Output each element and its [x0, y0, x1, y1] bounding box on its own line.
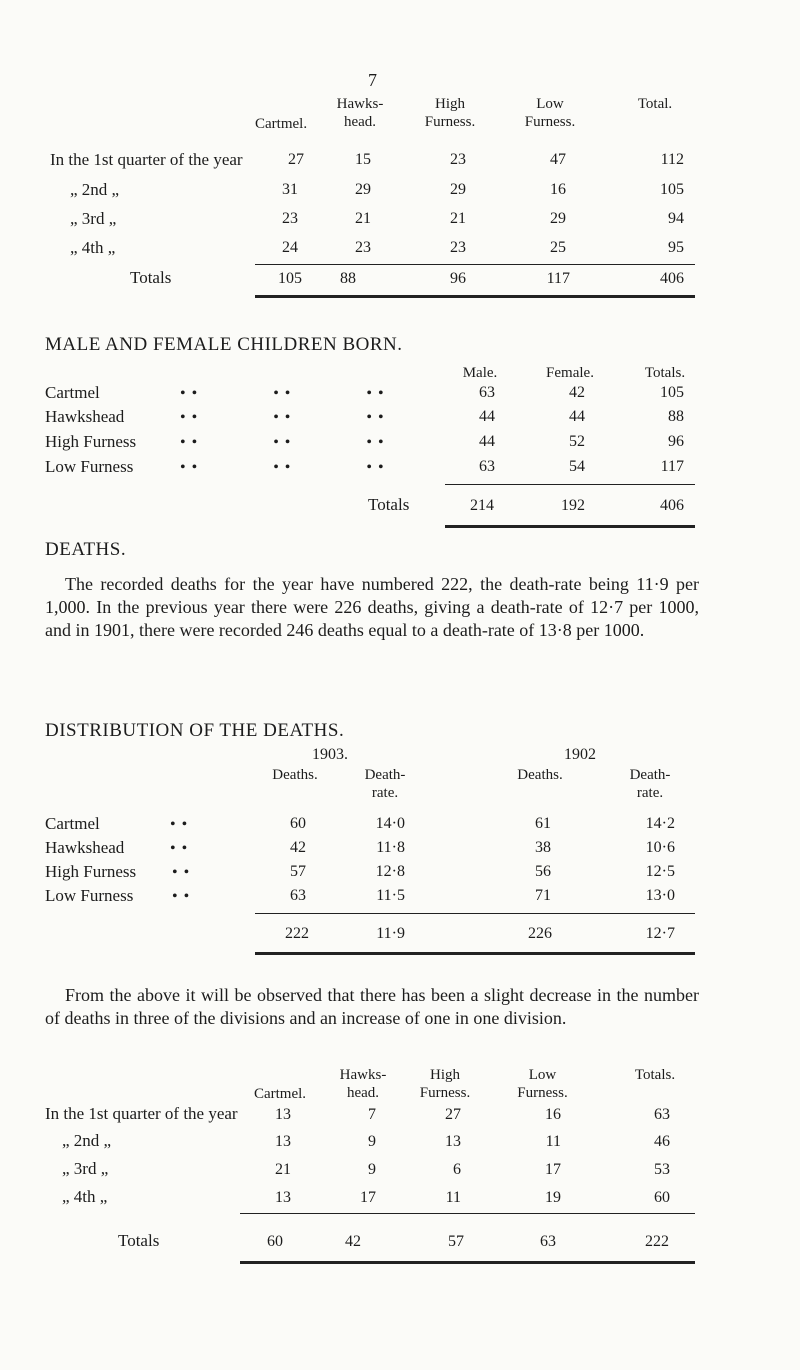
- total-cell: 406: [660, 270, 684, 287]
- leader-dots: • • • • • •: [180, 434, 385, 451]
- page-number: 7: [368, 70, 377, 90]
- table-cell: 94: [668, 210, 684, 227]
- leader-dots: • • • • • •: [180, 385, 385, 402]
- table-cell: 9: [368, 1133, 376, 1150]
- table1-row-label: „ 2nd „: [70, 180, 120, 199]
- table-cell: 13: [275, 1133, 291, 1150]
- table2-row-label: „ 4th „: [62, 1187, 108, 1206]
- table-cell: 16: [545, 1106, 561, 1123]
- table-cell: 105: [660, 384, 684, 401]
- table-cell: 14·0: [375, 815, 405, 832]
- table1-row-label: „ 4th „: [70, 238, 116, 257]
- year-1902: 1902: [564, 746, 596, 763]
- table2-header-high-furness: High Furness.: [419, 1067, 471, 1101]
- table-cell: 63: [479, 458, 495, 475]
- table-cell: 57: [290, 863, 306, 880]
- observation-paragraph: From the above it will be observed that there has been a slight decrease in the number of deaths in three of the divisions and an increase of one in one division.: [45, 985, 699, 1028]
- totals-label: Totals: [118, 1231, 160, 1250]
- header-female: Female.: [546, 365, 594, 381]
- table-cell: 17: [545, 1161, 561, 1178]
- leader-dots: • • • • • •: [180, 409, 385, 426]
- table1-header-cartmel: Cartmel.: [255, 116, 308, 132]
- table-cell: 13: [275, 1106, 291, 1123]
- row-label: Low Furness: [45, 457, 134, 476]
- table-cell: 95: [668, 239, 684, 256]
- divider: [445, 525, 695, 528]
- table-cell: 56: [535, 863, 551, 880]
- table-cell: 11: [545, 1133, 561, 1150]
- table-cell: 23: [282, 210, 298, 227]
- table-cell: 17: [360, 1189, 376, 1206]
- table1-header-high-furness: High Furness.: [424, 96, 476, 130]
- leader-dots: • • • • • •: [180, 459, 385, 476]
- row-label: Hawkshead: [45, 407, 125, 426]
- table-cell: 44: [479, 433, 495, 450]
- total-cell: 88: [340, 270, 356, 287]
- table1-row-label: „ 3rd „: [70, 209, 117, 228]
- table-cell: 21: [355, 210, 371, 227]
- table2-row-label: „ 3rd „: [62, 1159, 109, 1178]
- table-cell: 105: [660, 181, 684, 198]
- year-1903: 1903.: [312, 746, 348, 763]
- table-cell: 13: [275, 1189, 291, 1206]
- divider: [445, 484, 695, 485]
- table-cell: 21: [450, 210, 466, 227]
- table-cell: 7: [368, 1106, 376, 1123]
- header-deaths-1902: Deaths.: [517, 767, 563, 783]
- section-heading: MALE AND FEMALE CHILDREN BORN.: [45, 334, 403, 355]
- total-cell: 192: [561, 497, 585, 514]
- total-cell: 105: [278, 270, 302, 287]
- table2-row-label: In the 1st quarter of the year: [45, 1104, 238, 1123]
- table-cell: 52: [569, 433, 585, 450]
- table-cell: 88: [668, 408, 684, 425]
- leader-dots: • •: [172, 888, 191, 905]
- table-cell: 71: [535, 887, 551, 904]
- divider: [255, 952, 695, 955]
- table-cell: 23: [450, 239, 466, 256]
- table-cell: 63: [479, 384, 495, 401]
- table-cell: 29: [450, 181, 466, 198]
- table-cell: 44: [569, 408, 585, 425]
- table-cell: 15: [355, 151, 371, 168]
- leader-dots: • •: [170, 840, 189, 857]
- total-cell: 96: [450, 270, 466, 287]
- total-cell: 222: [285, 925, 309, 942]
- table-cell: 23: [355, 239, 371, 256]
- table-cell: 38: [535, 839, 551, 856]
- section-heading: DISTRIBUTION OF THE DEATHS.: [45, 720, 345, 741]
- table-cell: 61: [535, 815, 551, 832]
- table-cell: 27: [288, 151, 304, 168]
- table-cell: 19: [545, 1189, 561, 1206]
- table2-header-totals: Totals.: [634, 1067, 676, 1083]
- table-cell: 63: [290, 887, 306, 904]
- table-cell: 25: [550, 239, 566, 256]
- table1-row-label: In the 1st quarter of the year: [50, 150, 243, 169]
- row-label: Cartmel: [45, 383, 100, 402]
- table1-header-total: Total.: [637, 96, 673, 112]
- row-label: Low Furness: [45, 886, 134, 905]
- table-cell: 46: [654, 1133, 670, 1150]
- table-cell: 96: [668, 433, 684, 450]
- table-cell: 54: [569, 458, 585, 475]
- deaths-paragraph: The recorded deaths for the year have numbered 222, the death-rate being 11·9 per 1,000. In the previous year there were 226 deaths, giving a death-rate of 12·7 per 1000, and in 1901, there were recorded 246 deaths equal to a death-rate of 13·8 per 1000.: [45, 574, 699, 640]
- table-cell: 12·5: [645, 863, 675, 880]
- table-cell: 60: [654, 1189, 670, 1206]
- total-cell: 12·7: [645, 925, 675, 942]
- table-cell: 13: [445, 1133, 461, 1150]
- table-cell: 42: [569, 384, 585, 401]
- header-male: Male.: [462, 365, 498, 381]
- table-cell: 24: [282, 239, 298, 256]
- table-cell: 10·6: [645, 839, 675, 856]
- table-cell: 9: [368, 1161, 376, 1178]
- table-cell: 29: [355, 181, 371, 198]
- table2-row-label: „ 2nd „: [62, 1131, 112, 1150]
- totals-label: Totals: [368, 495, 410, 514]
- table-cell: 12·8: [375, 863, 405, 880]
- divider: [240, 1213, 695, 1214]
- divider: [255, 295, 695, 298]
- table-cell: 14·2: [645, 815, 675, 832]
- row-label: Cartmel: [45, 814, 100, 833]
- section-heading: DEATHS.: [45, 539, 127, 560]
- total-cell: 42: [345, 1233, 361, 1250]
- table-cell: 60: [290, 815, 306, 832]
- total-cell: 60: [267, 1233, 283, 1250]
- total-cell: 214: [470, 497, 494, 514]
- table-cell: 11·5: [376, 887, 405, 904]
- totals-label: Totals: [130, 268, 172, 287]
- row-label: High Furness: [45, 862, 137, 881]
- total-cell: 406: [660, 497, 684, 514]
- table-cell: 112: [660, 151, 684, 168]
- table-cell: 21: [275, 1161, 291, 1178]
- total-cell: 226: [528, 925, 552, 942]
- header-totals: Totals.: [644, 365, 686, 381]
- table-cell: 44: [479, 408, 495, 425]
- table-cell: 11·8: [376, 839, 405, 856]
- table-cell: 16: [550, 181, 566, 198]
- table1-header-low-furness: Low Furness.: [524, 96, 576, 130]
- table-cell: 117: [660, 458, 684, 475]
- table2-header-hawkshead: Hawks- head.: [339, 1067, 387, 1101]
- divider: [255, 264, 695, 265]
- table-cell: 63: [654, 1106, 670, 1123]
- total-cell: 63: [540, 1233, 556, 1250]
- table-cell: 27: [445, 1106, 461, 1123]
- header-death-rate-1903: Death- rate.: [364, 767, 406, 801]
- table2-header-cartmel: Cartmel.: [253, 1086, 307, 1102]
- row-label: High Furness: [45, 432, 137, 451]
- header-deaths-1903: Deaths.: [272, 767, 318, 783]
- table-cell: 53: [654, 1161, 670, 1178]
- table-cell: 6: [453, 1161, 461, 1178]
- table-cell: 13·0: [645, 887, 675, 904]
- total-cell: 11·9: [376, 925, 405, 942]
- table-cell: 23: [450, 151, 466, 168]
- leader-dots: • •: [170, 816, 189, 833]
- leader-dots: • •: [172, 864, 191, 881]
- total-cell: 117: [546, 270, 570, 287]
- table1-header-hawkshead: Hawks- head.: [336, 96, 384, 130]
- divider: [255, 913, 695, 914]
- header-death-rate-1902: Death- rate.: [629, 767, 671, 801]
- table-cell: 31: [282, 181, 298, 198]
- table-cell: 47: [550, 151, 566, 168]
- row-label: Hawkshead: [45, 838, 125, 857]
- table-cell: 42: [290, 839, 306, 856]
- total-cell: 57: [448, 1233, 464, 1250]
- table-cell: 29: [550, 210, 566, 227]
- table-cell: 11: [445, 1189, 461, 1206]
- total-cell: 222: [645, 1233, 669, 1250]
- table2-header-low-furness: Low Furness.: [517, 1067, 568, 1101]
- divider: [240, 1261, 695, 1264]
